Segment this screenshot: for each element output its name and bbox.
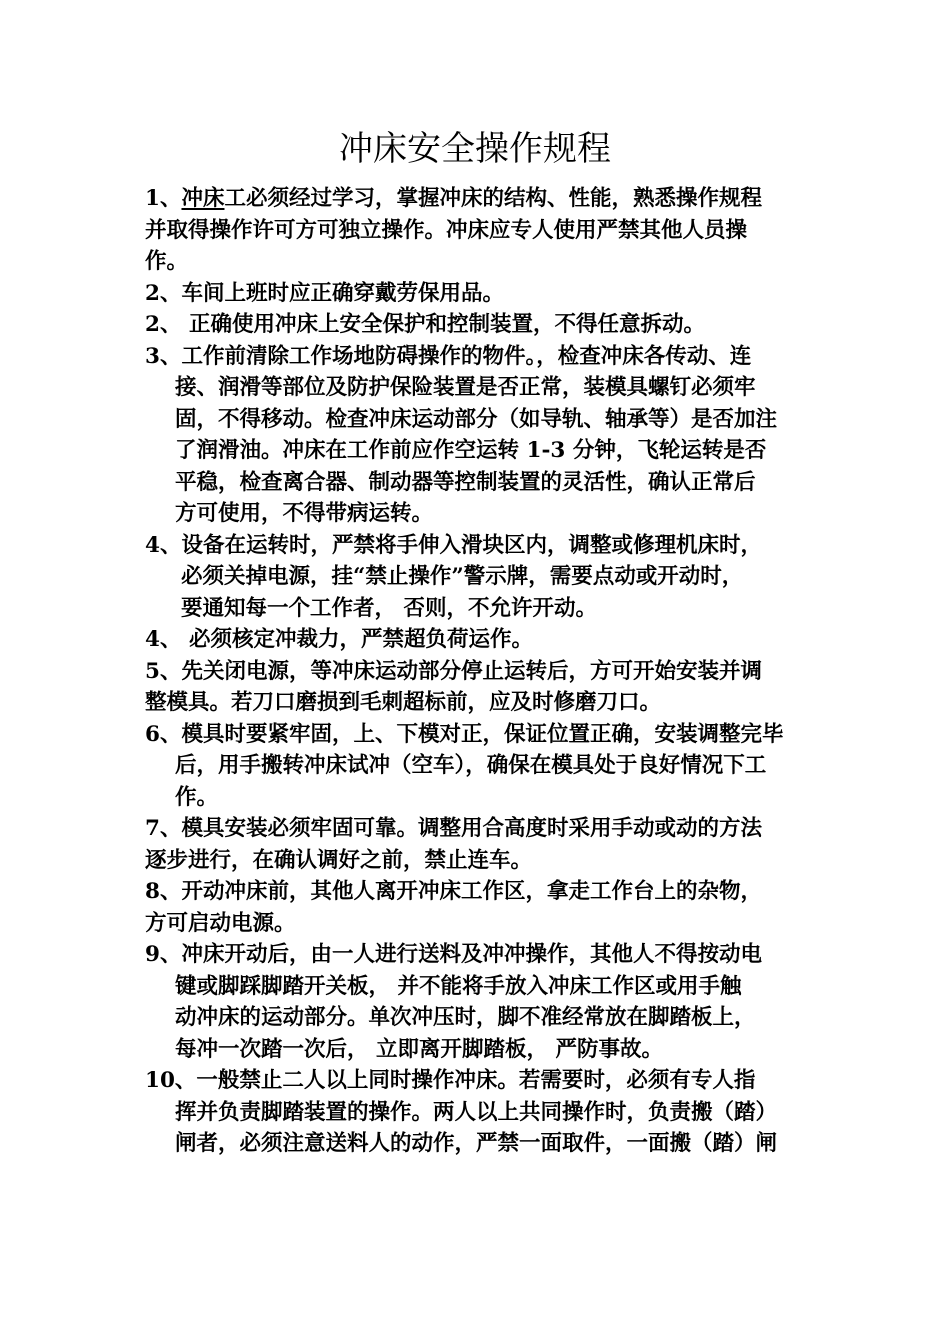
rule-line: 4、 必须核定冲裁力，严禁超负荷运作。 (145, 627, 533, 652)
rule-line-suffix: 工必须经过学习，掌握冲床的结构、性能，熟悉操作规程 (224, 186, 762, 211)
rule-item-2b (145, 309, 813, 341)
rule-line: 方可启动电源。 (145, 910, 296, 936)
rule-line: 7、模具安装必须牢固可靠。调整用合高度时采用手动或动的方法 (145, 816, 762, 841)
rule-line: 平稳，检查离合器、制动器等控制装置的灵活性，确认正常后 (175, 469, 756, 495)
rule-line: 9、冲床开动后，由一人进行送料及冲冲操作，其他人不得按动电 (145, 942, 762, 967)
rule-item-6 (145, 719, 813, 814)
document-title: 冲床安全操作规程 (339, 129, 611, 169)
rule-line: 6、模具时要紧牢固，上、下模对正，保证位置正确，安装调整完毕 (145, 721, 784, 747)
rule-line: 接、润滑等部位及防护保险装置是否正常，装模具螺钉必须牢 (175, 375, 756, 400)
rule-item-5 (145, 656, 813, 719)
rule-line: 3、工作前清除工作场地防碍操作的物件。，检查冲床各传动、连 (145, 343, 752, 369)
rule-line: 并取得操作许可方可独立操作。冲床应专人使用严禁其他人员操 (145, 217, 748, 243)
rule-line: 方可使用，不得带病运转。 (175, 501, 434, 526)
rule-line: 2、车间上班时应正确穿戴劳保用品。 (145, 280, 504, 306)
rule-item-10 (145, 1065, 813, 1160)
rule-line: 固，不得移动。检查冲床运动部分（如导轨、轴承等）是否加注 (175, 406, 778, 432)
rule-line: 作。 (145, 249, 189, 274)
rule-item-8 (145, 876, 813, 939)
rule-item-7 (145, 813, 813, 876)
rule-item-3 (145, 341, 813, 530)
rule-line: 整模具。若刀口磨损到毛刺超标前，应及时修磨刀口。 (145, 690, 662, 715)
rule-line: 键或脚踩脚踏开关板， 并不能将手放入冲床工作区或用手触 (175, 973, 742, 999)
rule-line: 后，用手搬转冲床试冲（空车），确保在模具处于良好情况下工 (175, 753, 767, 778)
document-body (145, 183, 813, 1160)
rule-line: 必须关掉电源，挂“禁止操作”警示牌，需要点动或开动时， (181, 564, 744, 589)
rule-line: 闸者，必须注意送料人的动作，严禁一面取件，一面搬（踏）闸 (175, 1131, 778, 1156)
rule-line: 逐步进行，在确认调好之前，禁止连车。 (145, 847, 533, 873)
rule-item-1 (145, 183, 813, 278)
rule-line: 作。 (175, 784, 219, 810)
rule-line: 挥并负责脚踏装置的操作。两人以上共同操作时，负责搬（踏） (175, 1099, 778, 1125)
rule-line: 5、先关闭电源，等冲床运动部分停止运转后，方可开始安装并调 (145, 658, 762, 684)
rule-line-prefix: 1、 (145, 186, 182, 211)
rule-line: 2、 正确使用冲床上安全保护和控制装置，不得任意拆动。 (145, 312, 705, 337)
underlined-term: 冲床 (181, 186, 225, 211)
rule-item-4b (145, 624, 813, 656)
rule-line: 10、一般禁止二人以上同时操作冲床。若需要时，必须有专人指 (145, 1068, 756, 1093)
rule-line (145, 183, 813, 215)
rule-line: 了润滑油。冲床在工作前应作空运转 1-3 分钟，飞轮运转是否 (175, 438, 767, 463)
rule-line: 动冲床的运动部分。单次冲压时，脚不准经常放在脚踏板上， (175, 1005, 756, 1030)
rule-line: 8、开动冲床前，其他人离开冲床工作区，拿走工作台上的杂物， (145, 879, 762, 904)
rule-line: 4、设备在运转时，严禁将手伸入滑块区内，调整或修理机床时， (145, 532, 762, 558)
rule-item-4a (145, 530, 813, 625)
rule-line: 要通知每一个工作者， 否则，不允许开动。 (181, 595, 597, 621)
rule-line: 每冲一次踏一次后， 立即离开脚踏板， 严防事故。 (175, 1036, 663, 1062)
rule-item-2a (145, 278, 813, 310)
rule-item-9 (145, 939, 813, 1065)
